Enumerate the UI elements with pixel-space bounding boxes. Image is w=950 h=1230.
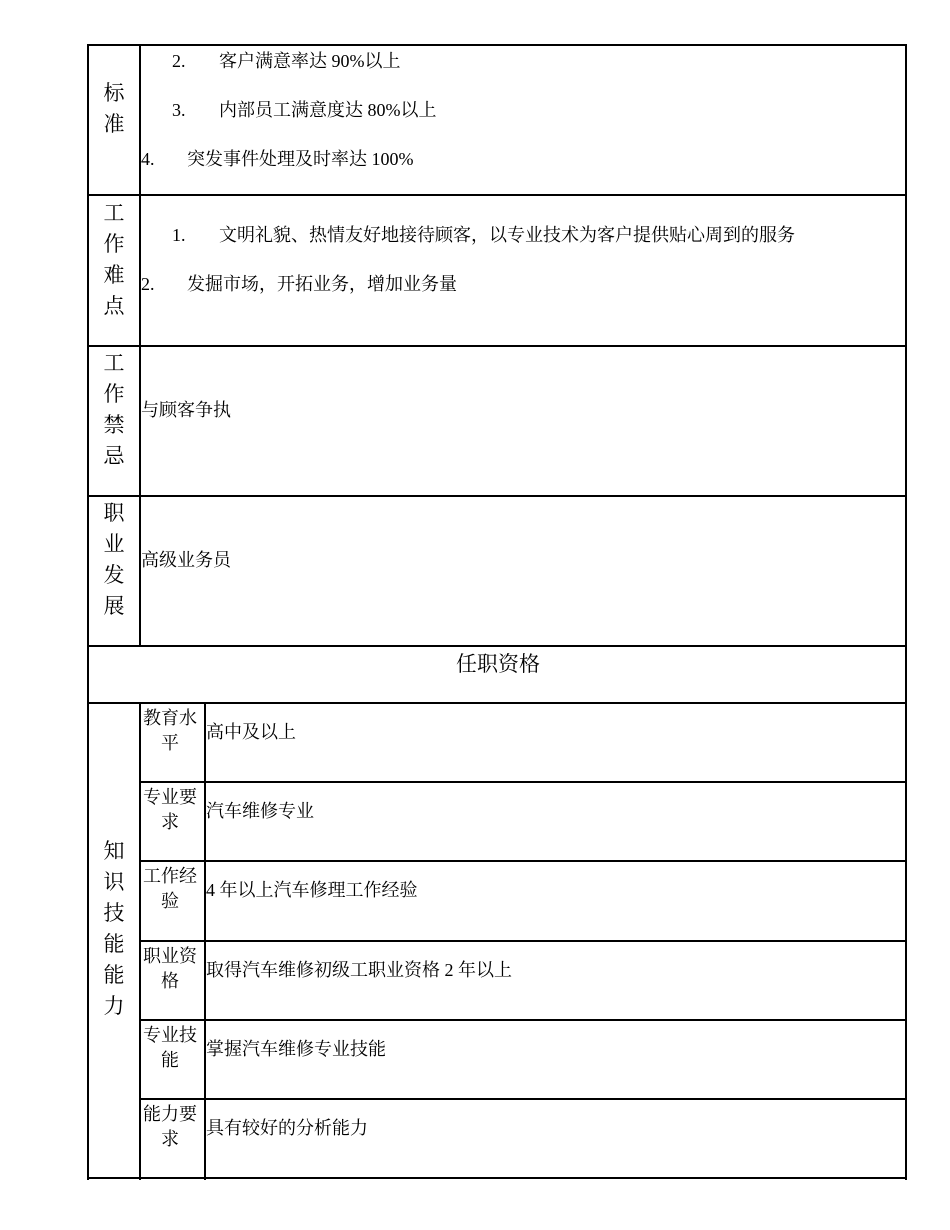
standard-item-4-num: 4. bbox=[141, 149, 155, 169]
qual-value-abilities: 具有较好的分析能力 bbox=[206, 1118, 368, 1138]
row-divider-3 bbox=[87, 495, 907, 497]
qual-label-skills: 专业技 能 bbox=[143, 1025, 197, 1070]
row-divider-4 bbox=[87, 645, 907, 647]
row-label-standards: 标 准 bbox=[103, 81, 125, 136]
standard-item-2-text: 客户满意率达 90%以上 bbox=[219, 51, 401, 71]
border-right bbox=[905, 44, 907, 1180]
qual-value-experience: 4 年以上汽车修理工作经验 bbox=[206, 880, 418, 900]
standard-item-3-num: 3. bbox=[172, 100, 186, 120]
row-label-difficulties: 工 作 难 点 bbox=[103, 201, 125, 318]
difficulty-item-2-num: 2. bbox=[141, 274, 155, 294]
taboo-text: 与顾客争执 bbox=[141, 400, 231, 420]
qual-label-certification: 职业资 格 bbox=[143, 946, 197, 991]
standard-item-3-text: 内部员工满意度达 80%以上 bbox=[219, 100, 437, 120]
difficulty-item-1-text: 文明礼貌、热情友好地接待顾客，以专业技术为客户提供贴心周到的服务 bbox=[219, 225, 795, 245]
qualifications-group-label: 知 识 技 能 能 力 bbox=[103, 839, 125, 1018]
border-top bbox=[87, 44, 907, 46]
row-label-taboos: 工 作 禁 忌 bbox=[103, 351, 125, 468]
sub-row-divider-3 bbox=[139, 940, 907, 942]
border-bottom bbox=[87, 1177, 907, 1179]
row-divider-2 bbox=[87, 345, 907, 347]
standard-item-2-num: 2. bbox=[172, 51, 186, 71]
row-label-career: 职 业 发 展 bbox=[103, 501, 125, 618]
standard-item-4-text: 突发事件处理及时率达 100% bbox=[187, 149, 414, 169]
qual-value-education: 高中及以上 bbox=[206, 722, 296, 742]
sub-row-divider-1 bbox=[139, 781, 907, 783]
difficulty-item-2-text: 发掘市场，开拓业务，增加业务量 bbox=[187, 274, 457, 294]
row-divider-1 bbox=[87, 194, 907, 196]
row-divider-5 bbox=[87, 702, 907, 704]
qual-label-experience: 工作经 验 bbox=[143, 866, 197, 911]
qualifications-title: 任职资格 bbox=[456, 652, 540, 676]
sub-row-divider-5 bbox=[139, 1098, 907, 1100]
sub-row-divider-4 bbox=[139, 1019, 907, 1021]
qual-label-major: 专业要 求 bbox=[143, 787, 197, 832]
career-text: 高级业务员 bbox=[141, 550, 231, 570]
qual-value-certification: 取得汽车维修初级工职业资格 2 年以上 bbox=[206, 960, 512, 980]
difficulty-item-1-num: 1. bbox=[172, 225, 186, 245]
qual-label-abilities: 能力要 求 bbox=[143, 1104, 197, 1149]
qual-value-skills: 掌握汽车维修专业技能 bbox=[206, 1039, 386, 1059]
qual-value-major: 汽车维修专业 bbox=[206, 801, 314, 821]
qual-label-education: 教育水 平 bbox=[143, 708, 197, 753]
sub-row-divider-2 bbox=[139, 860, 907, 862]
